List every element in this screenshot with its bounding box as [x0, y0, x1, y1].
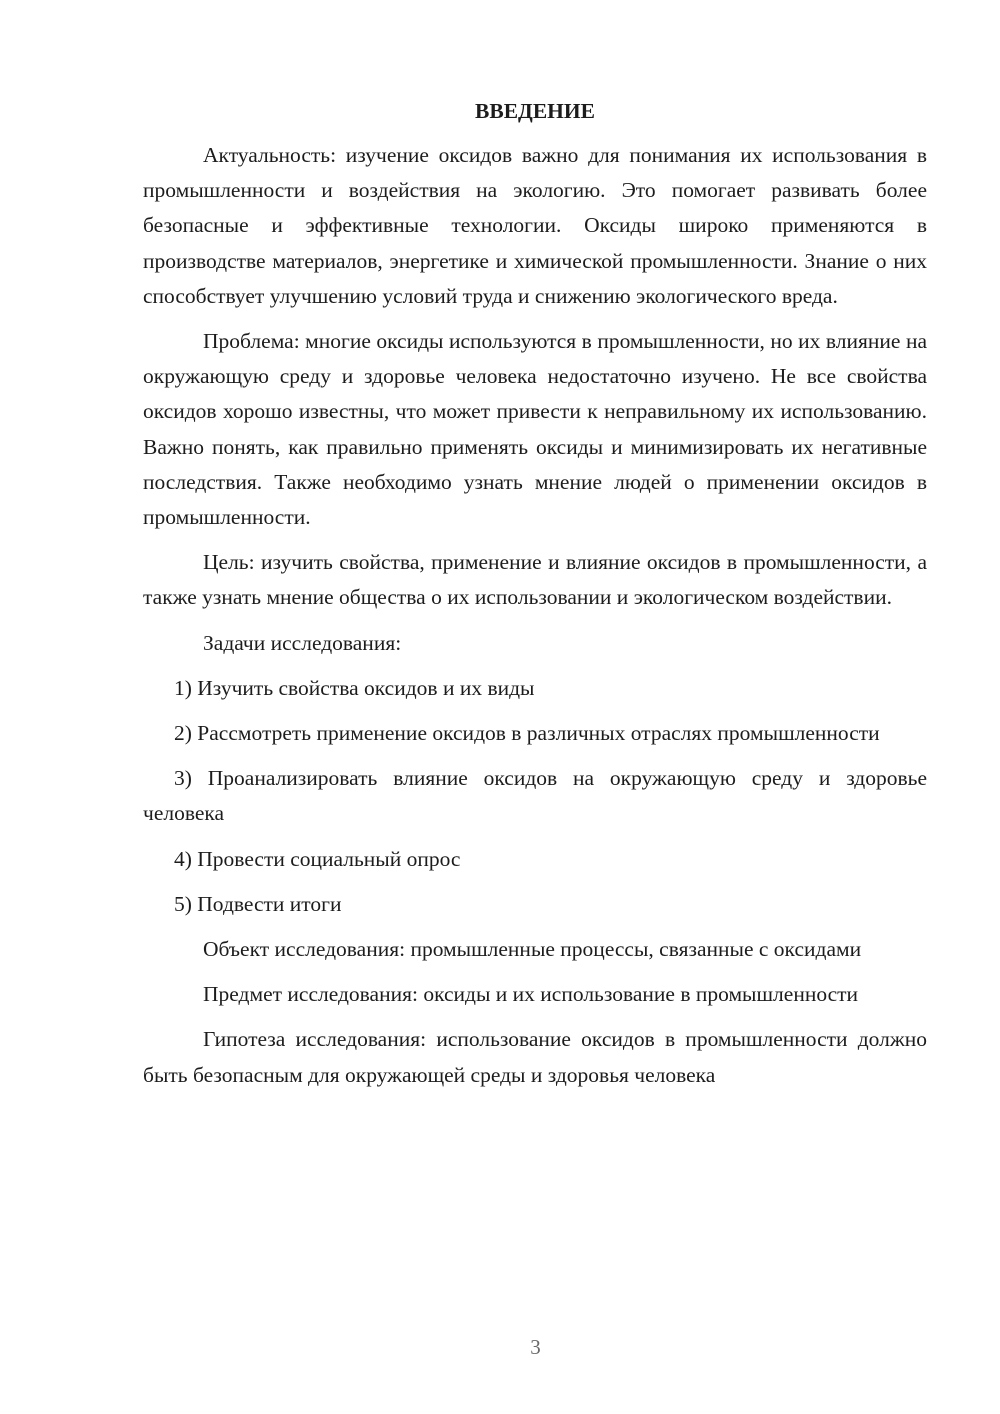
paragraph-tasks-heading: Задачи исследования:	[203, 630, 402, 655]
task-item-5: 5) Подвести итоги	[174, 891, 342, 916]
task-item-4: 4) Провести социальный опрос	[174, 846, 461, 871]
paragraph-subject: Предмет исследования: оксиды и их использование в промышленности	[203, 982, 859, 1007]
section-title: ВВЕДЕНИЕ	[475, 99, 595, 123]
paragraph-relevance: Актуальность: изучение оксидов важно для понимания их использования в промышленности и воздействия на экологию. Это помогает развивать более безопасные и эффективные технологии. Оксиды широко применяются в производстве материалов, энергетике и химической промышленности. Знание о них способствует улучшению условий труда и снижению экологического вреда.	[143, 143, 927, 308]
document-body	[143, 94, 927, 1103]
task-item-1: 1) Изучить свойства оксидов и их виды	[174, 675, 535, 700]
paragraph-goal: Цель: изучить свойства, применение и влияние оксидов в промышленности, а также узнать мнение общества о их использовании и экологическом воздействии.	[143, 550, 927, 610]
task-item-2: 2) Рассмотреть применение оксидов в различных отраслях промышленности	[174, 721, 880, 746]
paragraph-hypothesis: Гипотеза исследования: использование оксидов в промышленности должно быть безопасным для окружающей среды и здоровья человека	[143, 1027, 927, 1087]
page-number: 3	[530, 1335, 541, 1359]
task-item-3: 3) Проанализировать влияние оксидов на окружающую среду и здоровье человека	[143, 766, 927, 826]
paragraph-problem: Проблема: многие оксиды используются в промышленности, но их влияние на окружающую среду и здоровье человека недостаточно изучено. Не все свойства оксидов хорошо известны, что может привести к неправильному их использованию. Важно понять, как правильно применять оксиды и минимизировать их негативные последствия. Также необходимо узнать мнение людей о применении оксидов в промышленности.	[143, 329, 927, 530]
paragraph-object: Объект исследования: промышленные процессы, связанные с оксидами	[203, 937, 862, 962]
